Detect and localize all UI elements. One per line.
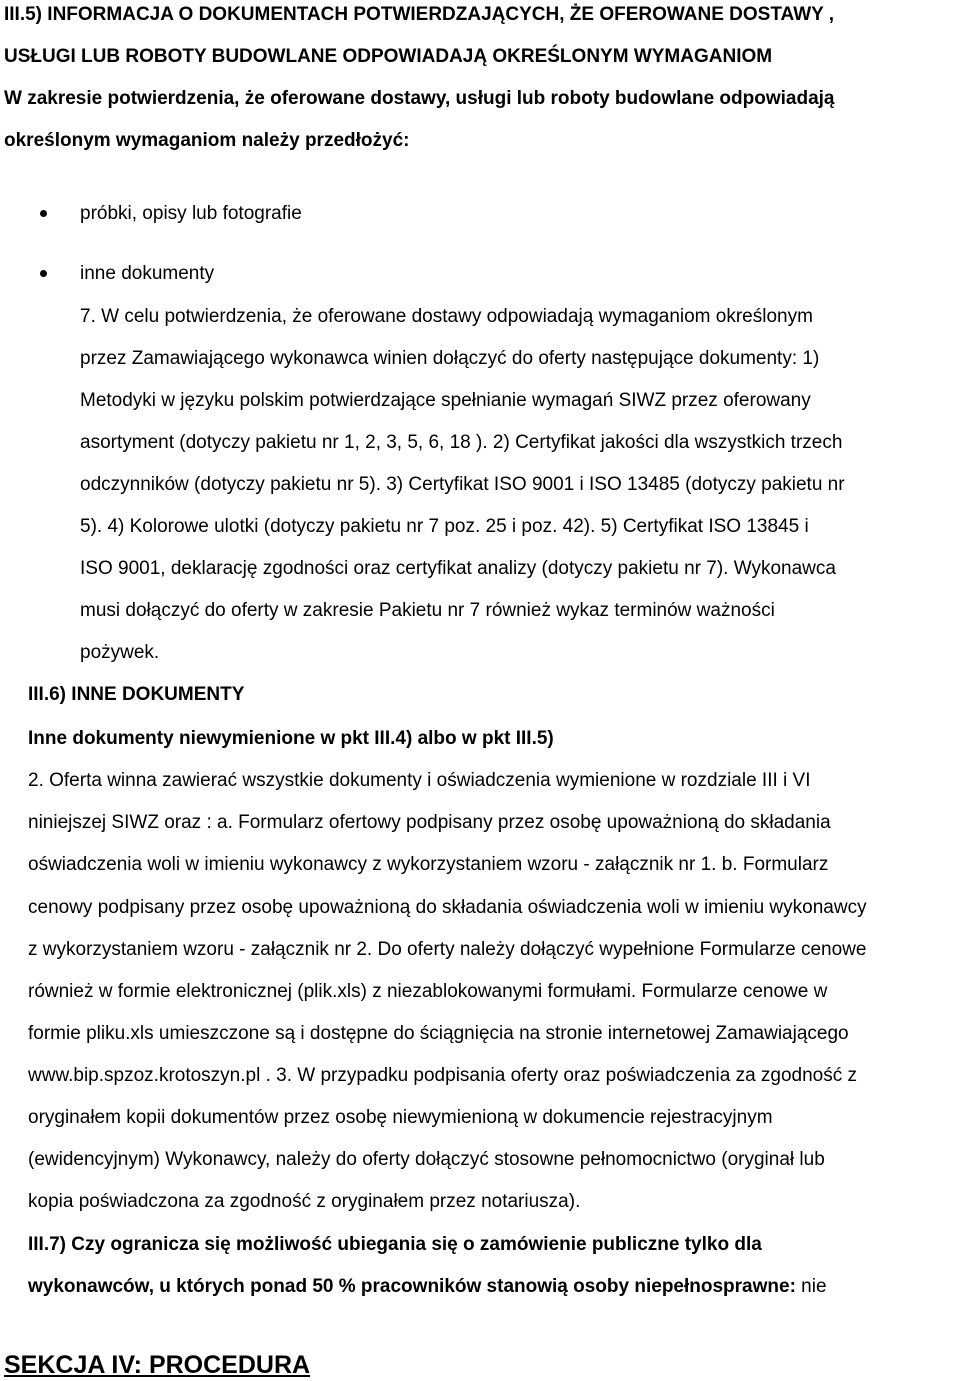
paragraph7-line: 5). 4) Kolorowe ulotki (dotyczy pakietu nr 7 poz. 25 i poz. 42). 5) Certyfikat ISO 13845 i bbox=[80, 516, 809, 537]
section-III6-paragraph-line: oświadczenia woli w imieniu wykonawcy z wykorzystaniem wzoru - załącznik nr 1. b. Formularz bbox=[28, 854, 829, 875]
section-III6-paragraph-line: 2. Oferta winna zawierać wszystkie dokumenty i oświadczenia wymienione w rozdziale III i VI bbox=[28, 770, 811, 791]
section-III6-paragraph-line: niniejszej SIWZ oraz : a. Formularz ofertowy podpisany przez osobę upoważnioną do składania bbox=[28, 812, 831, 833]
section-III6-paragraph-line: www.bip.spzoz.krotoszyn.pl . 3. W przypadku podpisania oferty oraz poświadczenia za zgodność z bbox=[28, 1065, 858, 1086]
section-III7-answer: nie bbox=[795, 1276, 827, 1297]
bullet-icon bbox=[40, 210, 47, 217]
section-III6-paragraph-line: również w formie elektronicznej (plik.xls) z niezablokowanymi formułami. Formularze cenowe w bbox=[28, 981, 828, 1002]
paragraph7-line: pożywek. bbox=[80, 642, 160, 663]
section-III6-paragraph-line: z wykorzystaniem wzoru - załącznik nr 2. Do oferty należy dołączyć wypełnione Formularze cenowe bbox=[28, 939, 867, 960]
bullet-icon bbox=[40, 270, 47, 277]
paragraph7-line: przez Zamawiającego wykonawca winien dołączyć do oferty następujące dokumenty: 1) bbox=[80, 348, 820, 369]
section-III5-subheading-line2: określonym wymaganiom należy przedłożyć: bbox=[4, 130, 410, 151]
paragraph7-line: asortyment (dotyczy pakietu nr 1, 2, 3, 5, 6, 18 ). 2) Certyfikat jakości dla wszystkich trzech bbox=[80, 432, 843, 453]
section-IV-heading: SEKCJA IV: PROCEDURA bbox=[4, 1351, 311, 1379]
paragraph7-line: ISO 9001, deklarację zgodności oraz certyfikat analizy (dotyczy pakietu nr 7). Wykonawca bbox=[80, 558, 836, 579]
section-III6-paragraph-line: formie pliku.xls umieszczone są i dostępne do ściągnięcia na stronie internetowej Zamawiającego bbox=[28, 1023, 849, 1044]
paragraph7-line: 7. W celu potwierdzenia, że oferowane dostawy odpowiadają wymaganiom określonym bbox=[80, 306, 813, 327]
section-III5-heading-line2: USŁUGI LUB ROBOTY BUDOWLANE ODPOWIADAJĄ OKREŚLONYM WYMAGANIOM bbox=[4, 46, 773, 67]
section-III6-paragraph-line: oryginałem kopii dokumentów przez osobę niewymienioną w dokumencie rejestracyjnym bbox=[28, 1107, 773, 1128]
section-III7-question-text: wykonawców, u których ponad 50 % pracowników stanowią osoby niepełnosprawne: bbox=[28, 1276, 796, 1297]
paragraph7-line: Metodyki w języku polskim potwierdzające spełnianie wymagań SIWZ przez oferowany bbox=[80, 390, 811, 411]
section-III7-question-line1: III.7) Czy ogranicza się możliwość ubiegania się o zamówienie publiczne tylko dla bbox=[28, 1234, 762, 1255]
section-III6-paragraph-line: cenowy podpisany przez osobę upoważnioną do składania oświadczenia woli w imieniu wykonawcy bbox=[28, 897, 867, 918]
section-III6-heading: III.6) INNE DOKUMENTY bbox=[28, 684, 245, 705]
section-III6-paragraph-line: (ewidencyjnym) Wykonawcy, należy do oferty dołączyć stosowne pełnomocnictwo (oryginał lub bbox=[28, 1149, 825, 1170]
section-III6-paragraph-line: kopia poświadczona za zgodność z oryginałem przez notariusza). bbox=[28, 1191, 581, 1212]
section-III6-subheading: Inne dokumenty niewymienione w pkt III.4) albo w pkt III.5) bbox=[28, 728, 554, 749]
section-III5-subheading-line1: W zakresie potwierdzenia, że oferowane dostawy, usługi lub roboty budowlane odpowiadają bbox=[4, 88, 835, 109]
section-III7-question-line2 bbox=[28, 1276, 827, 1298]
paragraph7-line: musi dołączyć do oferty w zakresie Pakietu nr 7 również wykaz terminów ważności bbox=[80, 600, 775, 621]
bullet-item-samples: próbki, opisy lub fotografie bbox=[80, 203, 302, 224]
bullet-item-other-documents: inne dokumenty bbox=[80, 263, 215, 284]
section-III5-heading-line1: III.5) INFORMACJA O DOKUMENTACH POTWIERDZAJĄCYCH, ŻE OFEROWANE DOSTAWY , bbox=[4, 4, 835, 25]
paragraph7-line: odczynników (dotyczy pakietu nr 5). 3) Certyfikat ISO 9001 i ISO 13485 (dotyczy pakietu nr bbox=[80, 474, 845, 495]
